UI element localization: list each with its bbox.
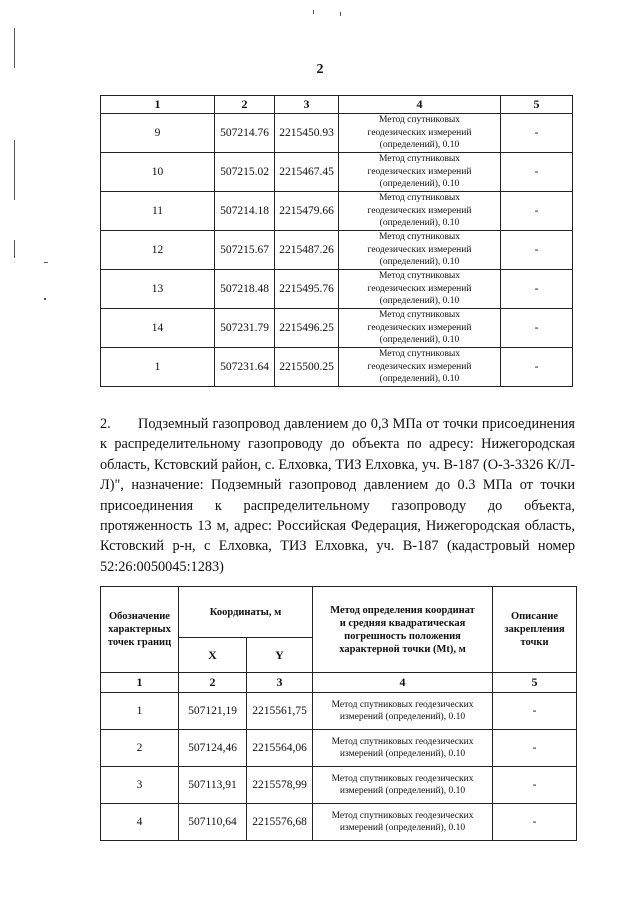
y-coordinate: 2215500.25: [275, 348, 339, 387]
coordinates-table-2: [100, 586, 577, 841]
x-coordinate: 507231.79: [215, 309, 275, 348]
method-line: Метод спутниковых: [378, 193, 461, 204]
y-coordinate: 2215495.76: [275, 270, 339, 309]
description-cell: -: [501, 270, 573, 309]
description-cell: -: [501, 309, 573, 348]
column-header: 3: [275, 96, 339, 114]
column-header: 4: [339, 96, 501, 114]
column-header: 1: [101, 96, 215, 114]
description-cell: -: [493, 693, 577, 730]
x-coordinate: 507113,91: [179, 767, 247, 804]
method-cell: [339, 270, 501, 309]
y-coordinate: 2215564,06: [247, 730, 313, 767]
table-row: [101, 693, 577, 730]
x-coordinate: 507218.48: [215, 270, 275, 309]
scan-mark: [14, 240, 15, 258]
method-cell: [339, 192, 501, 231]
method-cell: [339, 114, 501, 153]
method-cell: [339, 231, 501, 270]
scan-mark: [44, 298, 46, 300]
method-line: измерений (определений), 0.10: [339, 749, 466, 759]
x-coordinate: 507214.76: [215, 114, 275, 153]
method-line: Метод спутниковых: [378, 349, 461, 360]
scan-mark: [44, 262, 48, 263]
scan-mark: [313, 10, 314, 14]
header-description: Описание закрепления точки: [493, 587, 577, 673]
column-number: 4: [313, 673, 493, 693]
x-coordinate: 507215.67: [215, 231, 275, 270]
method-line: (определений), 0.10: [379, 179, 460, 190]
method-line: Метод спутниковых: [378, 271, 461, 282]
description-cell: -: [501, 231, 573, 270]
column-number: 5: [493, 673, 577, 693]
y-coordinate: 2215479.66: [275, 192, 339, 231]
y-coordinate: 2215576,68: [247, 804, 313, 841]
x-coordinate: 507214.18: [215, 192, 275, 231]
method-line: геодезических измерений: [367, 283, 472, 294]
column-header: 2: [215, 96, 275, 114]
description-cell: -: [501, 153, 573, 192]
table-row: [101, 348, 573, 387]
description-cell: -: [493, 767, 577, 804]
y-coordinate: 2215450.93: [275, 114, 339, 153]
table-row: [101, 231, 573, 270]
method-line: (определений), 0.10: [379, 257, 460, 268]
point-cell: 12: [101, 231, 215, 270]
column-number: 2: [179, 673, 247, 693]
method-line: измерений (определений), 0.10: [339, 712, 466, 722]
method-line: (определений), 0.10: [379, 374, 460, 385]
method-line: геодезических измерений: [367, 166, 472, 177]
x-coordinate: 507231.64: [215, 348, 275, 387]
method-line: Метод спутниковых геодезических: [331, 699, 474, 710]
method-cell: [313, 804, 493, 841]
paragraph-2: [100, 414, 575, 577]
page-number: 2: [316, 62, 324, 77]
method-cell: [339, 348, 501, 387]
point-cell: 9: [101, 114, 215, 153]
x-coordinate: 507121,19: [179, 693, 247, 730]
column-number: 1: [101, 673, 179, 693]
method-line: (определений), 0.10: [379, 140, 460, 151]
description-cell: -: [501, 192, 573, 231]
method-line: Метод спутниковых геодезических: [331, 810, 474, 821]
column-header: 5: [501, 96, 573, 114]
method-line: измерений (определений), 0.10: [339, 823, 466, 833]
scan-mark: [340, 12, 341, 16]
method-line: геодезических измерений: [367, 322, 472, 333]
scan-mark: [14, 140, 15, 200]
table-row: [101, 309, 573, 348]
point-cell: 13: [101, 270, 215, 309]
header-points: Обозначение характерных точек границ: [101, 587, 179, 673]
method-line: (определений), 0.10: [379, 218, 460, 229]
method-line: Метод спутниковых геодезических: [331, 736, 474, 747]
table-row: [101, 270, 573, 309]
point-cell: 14: [101, 309, 215, 348]
table-header-row: [101, 96, 573, 114]
method-line: Метод спутниковых геодезических: [331, 773, 474, 784]
y-coordinate: 2215578,99: [247, 767, 313, 804]
header-coordinates: Координаты, м: [179, 587, 313, 638]
column-number-row: [101, 673, 577, 693]
coordinates-table-1: [100, 95, 573, 387]
point-cell: 11: [101, 192, 215, 231]
description-cell: -: [501, 348, 573, 387]
description-cell: -: [501, 114, 573, 153]
method-line: геодезических измерений: [367, 205, 472, 216]
method-line: измерений (определений), 0.10: [339, 786, 466, 796]
method-line: Метод спутниковых: [378, 154, 461, 165]
header-method: Метод определения координат и средняя квадратическая погрешность положения характерной точки (Mt), м: [313, 587, 493, 673]
method-cell: [313, 730, 493, 767]
method-cell: [339, 153, 501, 192]
table-row: [101, 804, 577, 841]
table-row: [101, 114, 573, 153]
header-x: X: [179, 638, 247, 673]
paragraph-text: Подземный газопровод давлением до 0,3 МПа от точки присоединения к распределительному газопроводу до объекта по адресу: Нижегородская область, Кстовский район, с. Елховка, ТИЗ Елховка, уч. В-187 (О-3-3326 К/Л-Л)", назначение: Подземный газопровод давлением до 0.3 МПа от точки присоединения к распределительному газопроводу до объекта, протяженность 13 м, адрес: Российская Федерация, Нижегородская область, Кстовский р-н, с Елховка, ТИЗ Елховка, уч. В-187 (кадастровый номер 52:26:0050045:1283): [100, 416, 575, 575]
point-cell: 3: [101, 767, 179, 804]
paragraph-number: 2.: [100, 416, 111, 432]
method-line: геодезических измерений: [367, 127, 472, 138]
method-line: геодезических измерений: [367, 244, 472, 255]
table-row: [101, 192, 573, 231]
point-cell: 1: [101, 348, 215, 387]
description-cell: -: [493, 804, 577, 841]
header-y: Y: [247, 638, 313, 673]
method-line: (определений), 0.10: [379, 296, 460, 307]
method-line: Метод спутниковых: [378, 310, 461, 321]
y-coordinate: 2215467.45: [275, 153, 339, 192]
method-line: (определений), 0.10: [379, 335, 460, 346]
method-line: геодезических измерений: [367, 361, 472, 372]
method-cell: [313, 693, 493, 730]
table-row: [101, 730, 577, 767]
y-coordinate: 2215561,75: [247, 693, 313, 730]
table-row: [101, 767, 577, 804]
point-cell: 4: [101, 804, 179, 841]
column-number: 3: [247, 673, 313, 693]
point-cell: 10: [101, 153, 215, 192]
method-cell: [313, 767, 493, 804]
y-coordinate: 2215487.26: [275, 231, 339, 270]
description-cell: -: [493, 730, 577, 767]
method-line: Метод спутниковых: [378, 115, 461, 126]
table-row: [101, 153, 573, 192]
x-coordinate: 507124,46: [179, 730, 247, 767]
method-line: Метод спутниковых: [378, 232, 461, 243]
y-coordinate: 2215496.25: [275, 309, 339, 348]
point-cell: 2: [101, 730, 179, 767]
x-coordinate: 507215.02: [215, 153, 275, 192]
method-cell: [339, 309, 501, 348]
point-cell: 1: [101, 693, 179, 730]
x-coordinate: 507110,64: [179, 804, 247, 841]
